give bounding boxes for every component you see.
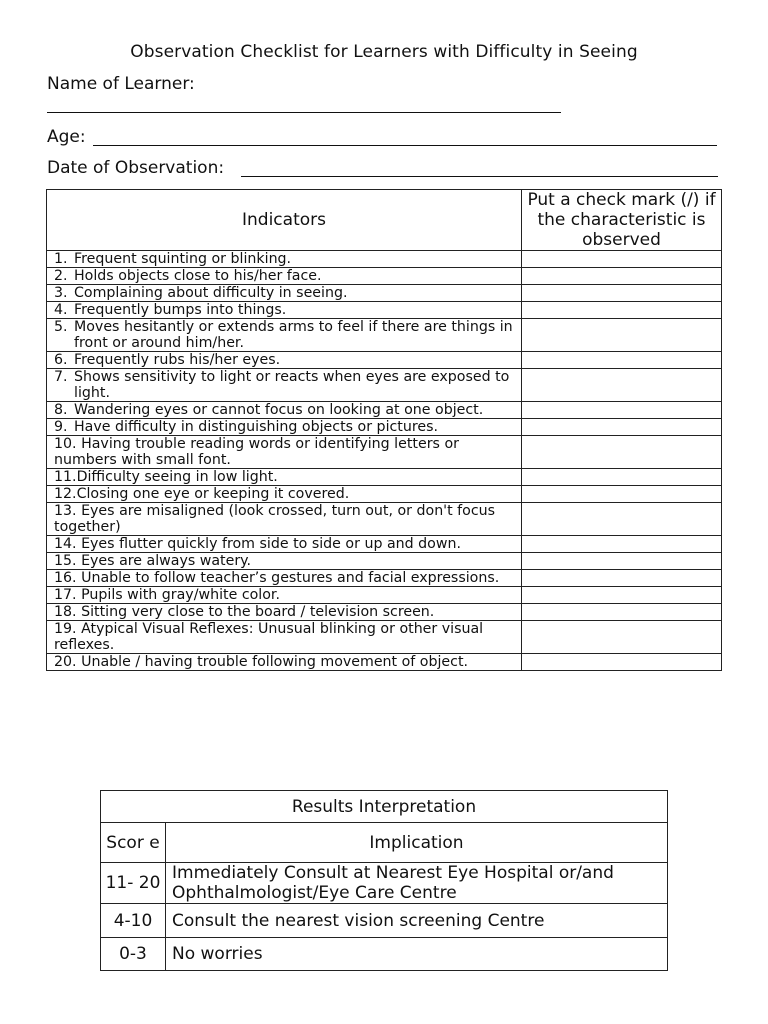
check-mark-cell[interactable]: [522, 469, 722, 486]
indicator-number: 7.: [54, 369, 68, 385]
checklist-row: [47, 469, 722, 486]
check-mark-cell[interactable]: [522, 319, 722, 352]
indicator-cell: [47, 302, 522, 319]
indicator-cell: [47, 369, 522, 402]
score-cell: 11- 20: [101, 863, 166, 904]
indicator-text: Frequently rubs his/her eyes.: [74, 352, 281, 368]
score-cell: 4-10: [101, 904, 166, 938]
indicator-text: 11.Difficulty seeing in low light.: [54, 469, 278, 485]
indicator-cell: [47, 251, 522, 268]
check-mark-cell[interactable]: [522, 621, 722, 654]
check-mark-cell[interactable]: [522, 251, 722, 268]
indicator-cell: [47, 436, 522, 469]
check-mark-cell[interactable]: [522, 503, 722, 536]
indicator-cell: [47, 604, 522, 621]
indicator-cell: [47, 285, 522, 302]
checklist-row: [47, 302, 722, 319]
indicator-item: [54, 285, 521, 301]
indicator-text: Holds objects close to his/her face.: [74, 268, 322, 284]
indicator-text: 17. Pupils with gray/white color.: [54, 587, 280, 603]
score-header: Scor e: [101, 823, 166, 863]
indicators-checklist-table: [46, 189, 722, 671]
date-of-observation-line[interactable]: [241, 176, 718, 177]
checklist-row: [47, 604, 722, 621]
results-title: Results Interpretation: [101, 791, 668, 823]
checklist-row: [47, 503, 722, 536]
check-mark-cell[interactable]: [522, 604, 722, 621]
indicator-number: 6.: [54, 352, 68, 368]
date-of-observation-label: Date of Observation:: [47, 158, 225, 178]
indicator-text: 19. Atypical Visual Reflexes: Unusual blinking or other visual reflexes.: [54, 621, 484, 653]
indicator-number: 5.: [54, 319, 68, 335]
indicator-text: Shows sensitivity to light or reacts when eyes are exposed to light.: [74, 369, 510, 401]
indicator-text: 20. Unable / having trouble following movement of object.: [54, 654, 469, 670]
checklist-row: [47, 621, 722, 654]
checklist-row: [47, 654, 722, 671]
checklist-row: [47, 436, 722, 469]
indicator-item: [54, 251, 521, 267]
indicator-item: [54, 402, 521, 418]
indicator-text: 15. Eyes are always watery.: [54, 553, 252, 569]
check-mark-cell[interactable]: [522, 436, 722, 469]
check-mark-cell[interactable]: [522, 268, 722, 285]
indicator-item: [54, 369, 521, 401]
indicators-header: Indicators: [47, 190, 522, 251]
indicator-text: Frequently bumps into things.: [74, 302, 287, 318]
indicator-cell: [47, 503, 522, 536]
indicator-text: Have difficulty in distinguishing objects or pictures.: [74, 419, 439, 435]
indicator-cell: [47, 419, 522, 436]
indicator-item: [54, 319, 521, 351]
age-line[interactable]: [93, 145, 717, 146]
checklist-row: [47, 352, 722, 369]
indicator-cell: [47, 352, 522, 369]
check-mark-cell[interactable]: [522, 369, 722, 402]
implication-cell: Immediately Consult at Nearest Eye Hospital or/and Ophthalmologist/Eye Care Centre: [166, 863, 668, 904]
checklist-row: [47, 587, 722, 604]
page-title: Observation Checklist for Learners with Difficulty in Seeing: [130, 42, 638, 62]
indicator-number: 3.: [54, 285, 68, 301]
indicator-number: 8.: [54, 402, 68, 418]
implication-header: Implication: [166, 823, 668, 863]
indicator-text: 18. Sitting very close to the board / television screen.: [54, 604, 435, 620]
checklist-row: [47, 402, 722, 419]
checklist-row: [47, 268, 722, 285]
checklist-row: [47, 251, 722, 268]
check-mark-cell[interactable]: [522, 536, 722, 553]
checklist-row: [47, 285, 722, 302]
indicator-item: [54, 268, 521, 284]
check-mark-cell[interactable]: [522, 654, 722, 671]
indicator-text: 14. Eyes flutter quickly from side to side or up and down.: [54, 536, 461, 552]
indicator-text: 12.Closing one eye or keeping it covered.: [54, 486, 350, 502]
indicator-text: 16. Unable to follow teacher’s gestures and facial expressions.: [54, 570, 500, 586]
check-mark-header: Put a check mark (/) if the characteristic is observed: [522, 190, 722, 251]
indicator-cell: [47, 268, 522, 285]
indicator-cell: [47, 536, 522, 553]
check-mark-cell[interactable]: [522, 402, 722, 419]
indicator-text: Moves hesitantly or extends arms to feel if there are things in front or around him/her.: [74, 319, 513, 351]
checklist-row: [47, 486, 722, 503]
indicator-cell: [47, 621, 522, 654]
check-mark-cell[interactable]: [522, 486, 722, 503]
indicator-text: 10. Having trouble reading words or identifying letters or numbers with small font.: [54, 436, 459, 468]
name-of-learner-label: Name of Learner:: [47, 74, 195, 94]
indicator-text: Frequent squinting or blinking.: [74, 251, 292, 267]
indicator-cell: [47, 402, 522, 419]
indicator-cell: [47, 469, 522, 486]
check-mark-cell[interactable]: [522, 587, 722, 604]
indicator-cell: [47, 319, 522, 352]
indicator-cell: [47, 553, 522, 570]
indicator-number: 2.: [54, 268, 68, 284]
name-of-learner-line[interactable]: [47, 112, 561, 113]
score-cell: 0-3: [101, 938, 166, 971]
indicator-item: [54, 302, 521, 318]
check-mark-cell[interactable]: [522, 285, 722, 302]
check-mark-cell[interactable]: [522, 302, 722, 319]
checklist-row: [47, 369, 722, 402]
indicator-cell: [47, 587, 522, 604]
implication-cell: No worries: [166, 938, 668, 971]
indicator-text: 13. Eyes are misaligned (look crossed, turn out, or don't focus together): [54, 503, 496, 535]
indicator-number: 1.: [54, 251, 68, 267]
indicator-cell: [47, 486, 522, 503]
age-label: Age:: [47, 127, 86, 147]
indicator-cell: [47, 570, 522, 587]
indicator-text: Complaining about difficulty in seeing.: [74, 285, 348, 301]
indicator-number: 4.: [54, 302, 68, 318]
checklist-row: [47, 319, 722, 352]
checklist-row: [47, 553, 722, 570]
checklist-row: [47, 570, 722, 587]
checklist-row: [47, 536, 722, 553]
indicator-cell: [47, 654, 522, 671]
check-mark-cell[interactable]: [522, 553, 722, 570]
implication-cell: Consult the nearest vision screening Centre: [166, 904, 668, 938]
indicator-text: Wandering eyes or cannot focus on looking at one object.: [74, 402, 484, 418]
indicator-item: [54, 419, 521, 435]
indicator-item: [54, 352, 521, 368]
check-mark-cell[interactable]: [522, 570, 722, 587]
results-interpretation-table: [100, 790, 668, 971]
check-mark-cell[interactable]: [522, 352, 722, 369]
checklist-row: [47, 419, 722, 436]
check-mark-cell[interactable]: [522, 419, 722, 436]
indicator-number: 9.: [54, 419, 68, 435]
